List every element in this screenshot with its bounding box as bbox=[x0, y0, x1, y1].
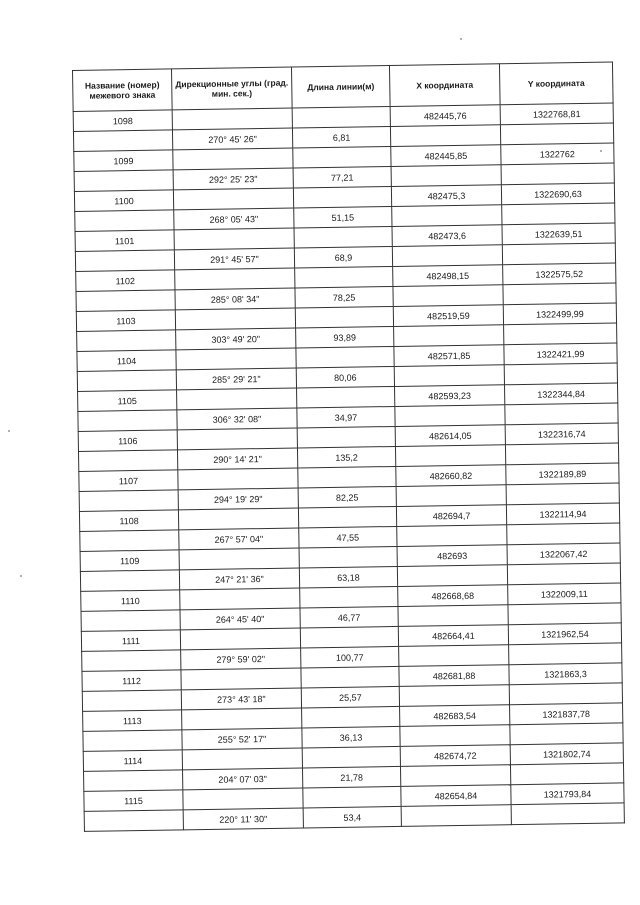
y-coordinate-cell: 1322344,84 bbox=[504, 383, 617, 405]
y-coordinate-cell: 1322421,99 bbox=[504, 343, 617, 365]
y-coordinate-cell: 1322639,51 bbox=[502, 223, 615, 245]
empty-cell bbox=[501, 163, 614, 185]
x-coordinate-cell: 482681,88 bbox=[399, 665, 509, 687]
empty-cell bbox=[78, 410, 177, 432]
empty-cell bbox=[396, 485, 506, 507]
empty-cell bbox=[180, 628, 300, 650]
empty-cell bbox=[393, 285, 503, 307]
direction-angle-cell: 294° 19' 29" bbox=[178, 488, 298, 510]
empty-cell bbox=[500, 123, 613, 145]
x-coordinate-cell: 482694,7 bbox=[396, 505, 506, 527]
line-length-cell: 51,15 bbox=[294, 206, 392, 228]
x-coordinate-cell: 482693 bbox=[397, 545, 507, 567]
empty-cell bbox=[77, 370, 176, 392]
line-length-cell: 93,89 bbox=[296, 326, 394, 348]
empty-cell bbox=[177, 388, 297, 410]
document-sheet bbox=[72, 62, 624, 832]
empty-cell bbox=[503, 283, 616, 305]
empty-cell bbox=[395, 445, 505, 467]
direction-angle-cell: 285° 29' 21" bbox=[176, 368, 296, 390]
empty-cell bbox=[293, 147, 391, 169]
empty-cell bbox=[300, 626, 398, 648]
line-length-cell: 135,2 bbox=[297, 446, 395, 468]
y-coordinate-cell: 1322114,94 bbox=[506, 503, 619, 525]
empty-cell bbox=[502, 203, 615, 225]
empty-cell bbox=[294, 226, 392, 248]
empty-cell bbox=[82, 650, 181, 672]
empty-cell bbox=[175, 268, 295, 290]
point-name-cell: 1099 bbox=[74, 150, 173, 172]
empty-cell bbox=[83, 730, 182, 752]
empty-cell bbox=[296, 346, 394, 368]
empty-cell bbox=[75, 250, 174, 272]
empty-cell bbox=[505, 443, 618, 465]
empty-cell bbox=[84, 770, 183, 792]
y-coordinate-cell: 1321962,54 bbox=[508, 623, 621, 645]
point-name-cell: 1108 bbox=[79, 510, 178, 532]
empty-cell bbox=[397, 565, 507, 587]
empty-cell bbox=[401, 805, 511, 827]
point-name-cell: 1104 bbox=[77, 350, 176, 372]
empty-cell bbox=[76, 290, 175, 312]
line-length-cell: 53,4 bbox=[303, 806, 401, 828]
empty-cell bbox=[506, 483, 619, 505]
point-name-cell: 1105 bbox=[78, 390, 177, 412]
empty-cell bbox=[78, 450, 177, 472]
empty-cell bbox=[292, 107, 390, 129]
point-name-cell: 1109 bbox=[80, 550, 179, 572]
empty-cell bbox=[182, 748, 302, 770]
line-length-cell: 46,77 bbox=[300, 606, 398, 628]
point-name-cell: 1111 bbox=[81, 630, 180, 652]
y-coordinate-cell: 1322762 bbox=[501, 143, 614, 165]
empty-cell bbox=[172, 108, 292, 130]
point-name-cell: 1113 bbox=[83, 710, 182, 732]
empty-cell bbox=[300, 586, 398, 608]
x-coordinate-cell: 482475,3 bbox=[391, 185, 501, 207]
y-coordinate-cell: 1322690,63 bbox=[501, 183, 614, 205]
empty-cell bbox=[511, 803, 624, 825]
empty-cell bbox=[505, 403, 618, 425]
y-coordinate-cell: 1322189,89 bbox=[506, 463, 619, 485]
y-coordinate-cell: 1322316,74 bbox=[505, 423, 618, 445]
line-length-cell: 47,55 bbox=[299, 526, 397, 548]
empty-cell bbox=[301, 666, 399, 688]
x-coordinate-cell: 482683,54 bbox=[400, 705, 510, 727]
empty-cell bbox=[510, 723, 623, 745]
x-coordinate-cell: 482664,41 bbox=[398, 625, 508, 647]
empty-cell bbox=[82, 690, 181, 712]
x-coordinate-cell: 482473,6 bbox=[392, 225, 502, 247]
y-coordinate-cell: 1322575,52 bbox=[503, 263, 616, 285]
empty-cell bbox=[80, 530, 179, 552]
empty-cell bbox=[395, 405, 505, 427]
empty-cell bbox=[504, 363, 617, 385]
empty-cell bbox=[173, 148, 293, 170]
line-length-cell: 6,81 bbox=[292, 127, 390, 149]
empty-cell bbox=[297, 426, 395, 448]
header-x-coordinate: X координата bbox=[389, 64, 500, 107]
x-coordinate-cell: 482445,76 bbox=[390, 105, 500, 127]
direction-angle-cell: 306° 32' 08" bbox=[177, 408, 297, 430]
line-length-cell: 100,77 bbox=[301, 646, 399, 668]
line-length-cell: 77,21 bbox=[293, 167, 391, 189]
point-name-cell: 1103 bbox=[76, 310, 175, 332]
x-coordinate-cell: 482654,84 bbox=[401, 785, 511, 807]
empty-cell bbox=[298, 506, 396, 528]
direction-angle-cell: 285° 08' 34" bbox=[175, 288, 295, 310]
empty-cell bbox=[399, 685, 509, 707]
empty-cell bbox=[394, 365, 504, 387]
empty-cell bbox=[293, 186, 391, 208]
line-length-cell: 68,9 bbox=[294, 246, 392, 268]
empty-cell bbox=[398, 605, 508, 627]
y-coordinate-cell: 1322499,99 bbox=[503, 303, 616, 325]
empty-cell bbox=[297, 386, 395, 408]
empty-cell bbox=[77, 330, 176, 352]
direction-angle-cell: 247° 21' 36" bbox=[179, 568, 299, 590]
direction-angle-cell: 264° 45' 40" bbox=[180, 608, 300, 630]
scan-speck bbox=[20, 575, 22, 577]
empty-cell bbox=[182, 708, 302, 730]
empty-cell bbox=[175, 308, 295, 330]
empty-cell bbox=[507, 563, 620, 585]
scan-speck bbox=[8, 430, 10, 432]
empty-cell bbox=[178, 468, 298, 490]
empty-cell bbox=[75, 210, 174, 232]
x-coordinate-cell: 482674,72 bbox=[400, 745, 510, 767]
y-coordinate-cell: 1322009,11 bbox=[508, 583, 621, 605]
x-coordinate-cell: 482668,68 bbox=[398, 585, 508, 607]
header-direction-angle: Дирекционные углы (град. мин. сек.) bbox=[171, 67, 292, 110]
point-name-cell: 1112 bbox=[82, 670, 181, 692]
empty-cell bbox=[74, 170, 173, 192]
line-length-cell: 36,13 bbox=[302, 726, 400, 748]
line-length-cell: 25,57 bbox=[301, 686, 399, 708]
direction-angle-cell: 268° 05' 43" bbox=[174, 208, 294, 230]
direction-angle-cell: 267° 57' 04" bbox=[179, 528, 299, 550]
empty-cell bbox=[295, 266, 393, 288]
empty-cell bbox=[510, 763, 623, 785]
line-length-cell: 21,78 bbox=[302, 766, 400, 788]
point-name-cell: 1100 bbox=[74, 190, 173, 212]
empty-cell bbox=[394, 325, 504, 347]
empty-cell bbox=[400, 725, 510, 747]
empty-cell bbox=[183, 788, 303, 810]
scan-speck bbox=[600, 150, 602, 152]
empty-cell bbox=[392, 245, 502, 267]
x-coordinate-cell: 482571,85 bbox=[394, 345, 504, 367]
direction-angle-cell: 279° 59' 02" bbox=[181, 648, 301, 670]
empty-cell bbox=[502, 243, 615, 265]
header-line-length: Длина линии(м) bbox=[291, 66, 390, 109]
empty-cell bbox=[399, 645, 509, 667]
empty-cell bbox=[303, 786, 401, 808]
point-name-cell: 1106 bbox=[78, 430, 177, 452]
empty-cell bbox=[84, 810, 183, 832]
empty-cell bbox=[176, 348, 296, 370]
empty-cell bbox=[299, 546, 397, 568]
empty-cell bbox=[400, 765, 510, 787]
empty-cell bbox=[508, 603, 621, 625]
line-length-cell: 82,25 bbox=[298, 486, 396, 508]
header-point-name: Название (номер) межевого знака bbox=[73, 69, 173, 112]
coordinates-table bbox=[72, 62, 625, 832]
direction-angle-cell: 204° 07' 03" bbox=[183, 768, 303, 790]
y-coordinate-cell: 1321837,78 bbox=[510, 703, 623, 725]
x-coordinate-cell: 482498,15 bbox=[393, 265, 503, 287]
empty-cell bbox=[174, 228, 294, 250]
line-length-cell: 80,06 bbox=[296, 366, 394, 388]
direction-angle-cell: 291° 45' 57" bbox=[174, 248, 294, 270]
point-name-cell: 1107 bbox=[79, 470, 178, 492]
empty-cell bbox=[302, 706, 400, 728]
line-length-cell: 34,97 bbox=[297, 406, 395, 428]
empty-cell bbox=[302, 746, 400, 768]
direction-angle-cell: 290° 14' 21" bbox=[177, 448, 297, 470]
empty-cell bbox=[391, 165, 501, 187]
empty-cell bbox=[79, 490, 178, 512]
line-length-cell: 63,18 bbox=[299, 566, 397, 588]
line-length-cell: 78,25 bbox=[295, 286, 393, 308]
direction-angle-cell: 273° 43' 18" bbox=[181, 688, 301, 710]
empty-cell bbox=[397, 525, 507, 547]
direction-angle-cell: 255° 52' 17" bbox=[182, 728, 302, 750]
empty-cell bbox=[295, 306, 393, 328]
direction-angle-cell: 220° 11' 30" bbox=[183, 808, 303, 830]
point-name-cell: 1102 bbox=[76, 270, 175, 292]
empty-cell bbox=[81, 610, 180, 632]
y-coordinate-cell: 1322067,42 bbox=[507, 543, 620, 565]
point-name-cell: 1115 bbox=[84, 790, 183, 812]
empty-cell bbox=[181, 668, 301, 690]
empty-cell bbox=[173, 188, 293, 210]
empty-cell bbox=[504, 323, 617, 345]
point-name-cell: 1098 bbox=[73, 110, 172, 132]
empty-cell bbox=[177, 428, 297, 450]
direction-angle-cell: 303° 49' 20" bbox=[176, 328, 296, 350]
y-coordinate-cell: 1321863,3 bbox=[509, 663, 622, 685]
point-name-cell: 1114 bbox=[83, 750, 182, 772]
point-name-cell: 1110 bbox=[81, 590, 180, 612]
empty-cell bbox=[179, 548, 299, 570]
empty-cell bbox=[178, 508, 298, 530]
y-coordinate-cell: 1322768,81 bbox=[500, 103, 613, 125]
empty-cell bbox=[509, 643, 622, 665]
empty-cell bbox=[392, 205, 502, 227]
empty-cell bbox=[507, 523, 620, 545]
empty-cell bbox=[73, 130, 172, 152]
direction-angle-cell: 292° 25' 23" bbox=[173, 168, 293, 190]
scan-speck bbox=[460, 38, 462, 40]
point-name-cell: 1101 bbox=[75, 230, 174, 252]
y-coordinate-cell: 1321802,74 bbox=[510, 743, 623, 765]
x-coordinate-cell: 482519,59 bbox=[393, 305, 503, 327]
y-coordinate-cell: 1321793,84 bbox=[511, 783, 624, 805]
x-coordinate-cell: 482593,23 bbox=[395, 385, 505, 407]
header-y-coordinate: Y координата bbox=[499, 62, 613, 105]
empty-cell bbox=[80, 570, 179, 592]
x-coordinate-cell: 482660,82 bbox=[396, 465, 506, 487]
table-body bbox=[73, 103, 624, 831]
empty-cell bbox=[180, 588, 300, 610]
direction-angle-cell: 270° 45' 26" bbox=[172, 128, 292, 150]
empty-cell bbox=[390, 125, 500, 147]
x-coordinate-cell: 482445,85 bbox=[391, 145, 501, 167]
empty-cell bbox=[298, 466, 396, 488]
empty-cell bbox=[509, 683, 622, 705]
x-coordinate-cell: 482614,05 bbox=[395, 425, 505, 447]
